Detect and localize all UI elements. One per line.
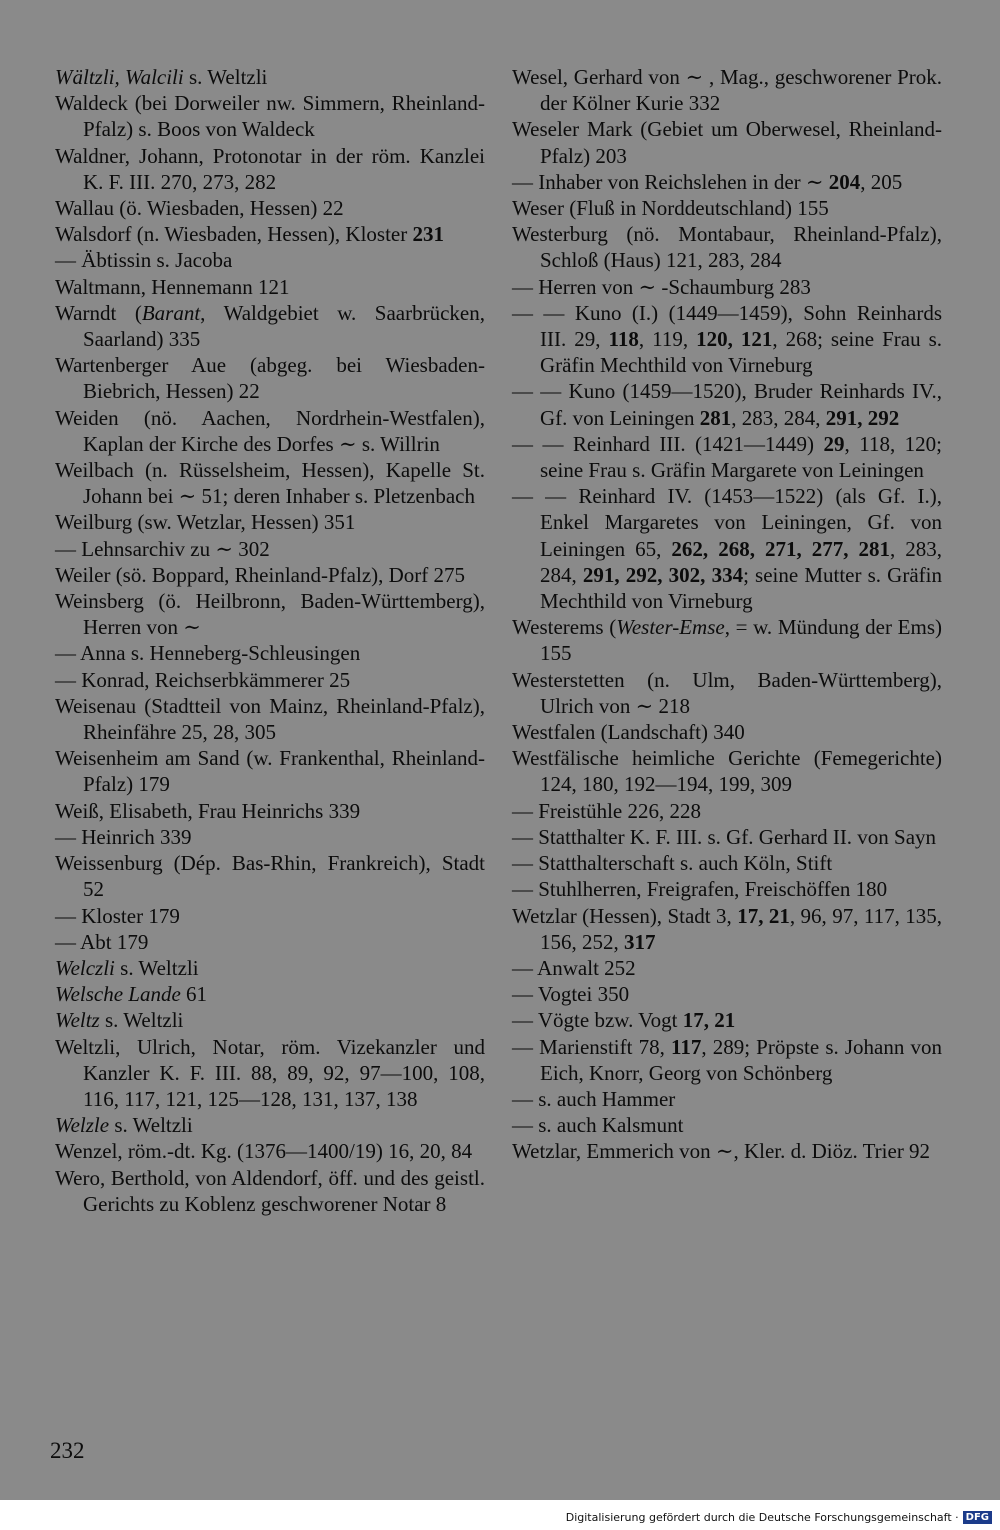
index-entry: Welczli s. Weltzli (55, 955, 199, 980)
index-entry: — Kloster 179 (55, 903, 180, 928)
index-entry: — Konrad, Reichserbkämmerer 25 (55, 667, 351, 692)
index-entry: Weinsberg (ö. Heilbronn, Baden-Württemberg), Herren von ∼ (55, 589, 485, 640)
index-entry: — Abt 179 (55, 929, 149, 954)
index-entry: — Anwalt 252 (512, 955, 636, 980)
index-entry: — — Reinhard III. (1421—1449) 29, 118, 120; seine Frau s. Gräfin Margarete von Leiningen (512, 431, 942, 483)
index-entry: Welsche Lande 61 (55, 982, 208, 1007)
index-entry: Weisenau (Stadtteil von Mainz, Rheinland-Pfalz), Rheinfähre 25, 28, 305 (55, 693, 485, 745)
index-entry: — Äbtissin s. Jacoba (55, 248, 233, 273)
index-entry: — s. auch Kalsmunt (512, 1113, 684, 1138)
index-entry: — Stuhlherren, Freigrafen, Freischöffen 180 (512, 877, 888, 902)
index-entry: Weltzli, Ulrich, Notar, röm. Vizekanzler und Kanzler K. F. III. 88, 89, 92, 97—100, 108, 116, 117, 121, 125—128, 131, 137, 138 (55, 1034, 485, 1111)
index-entry: — Vögte bzw. Vogt 17, 21 (512, 1008, 736, 1033)
index-entry: — Herren von ∼ -Schaumburg 283 (512, 274, 811, 299)
index-entry: — Statthalterschaft s. auch Köln, Stift (512, 851, 833, 876)
digitization-footer (566, 1511, 992, 1524)
index-entry: — — Reinhard IV. (1453—1522) (als Gf. I.), Enkel Margaretes von Leiningen, Gf. von Leiningen 65, 262, 268, 271, 277, 281, 283, 284, 291, 292, 302, 334; seine Mutter s. Gräfin Mechthild von Virneburg (512, 484, 942, 614)
index-entry: Weseler Mark (Gebiet um Oberwesel, Rheinland-Pfalz) 203 (512, 117, 942, 168)
index-entry: — — Kuno (1459—1520), Bruder Reinhards IV., Gf. von Leiningen 281, 283, 284, 291, 292 (512, 379, 942, 430)
index-entry: Wenzel, röm.-dt. Kg. (1376—1400/19) 16, 20, 84 (55, 1139, 473, 1164)
index-entry: Wartenberger Aue (abgeg. bei Wiesbaden-Biebrich, Hessen) 22 (55, 353, 485, 404)
index-entry: — Statthalter K. F. III. s. Gf. Gerhard II. von Sayn (512, 824, 937, 849)
index-entry: Walsdorf (n. Wiesbaden, Hessen), Kloster 231 (55, 222, 444, 247)
index-entry: Wetzlar (Hessen), Stadt 3, 17, 21, 96, 97, 117, 135, 156, 252, 317 (512, 903, 943, 954)
index-entry: Wero, Berthold, von Aldendorf, öff. und des geistl. Gerichts zu Koblenz geschworener Notar 8 (55, 1165, 485, 1216)
index-entry: — — Kuno (I.) (1449—1459), Sohn Reinhards III. 29, 118, 119, 120, 121, 268; seine Frau s. Gräfin Mechthild von Virneburg (512, 300, 943, 378)
index-entry: — Inhaber von Reichslehen in der ∼ 204, 205 (512, 169, 903, 194)
index-entry: Weltz s. Weltzli (55, 1008, 184, 1033)
footer-text: Digitalisierung gefördert durch die Deutsche Forschungsgemeinschaft · (565, 1511, 959, 1524)
index-entry: Warndt (Barant, Waldgebiet w. Saarbrücken, Saarland) 335 (55, 300, 486, 352)
index-entry: Welzle s. Weltzli (55, 1113, 193, 1138)
index-entry: — s. auch Hammer (512, 1086, 676, 1111)
index-entry: — Marienstift 78, 117, 289; Pröpste s. Johann von Eich, Knorr, Georg von Schönberg (512, 1034, 943, 1085)
index-entry: Waldner, Johann, Protonotar in der röm. Kanzlei K. F. III. 270, 273, 282 (55, 143, 485, 194)
index-entry: Weser (Fluß in Norddeutschland) 155 (512, 196, 829, 221)
index-entry: Weilburg (sw. Wetzlar, Hessen) 351 (55, 510, 356, 535)
index-entry: — Anna s. Henneberg-Schleusingen (55, 641, 361, 666)
index-entry: Wetzlar, Emmerich von ∼, Kler. d. Diöz. Trier 92 (512, 1139, 931, 1164)
index-entry: Waltmann, Hennemann 121 (55, 274, 290, 299)
dfg-logo: DFG (963, 1511, 992, 1524)
index-entry: Westfalen (Landschaft) 340 (512, 720, 745, 745)
index-entry: Weissenburg (Dép. Bas-Rhin, Frankreich), Stadt 52 (55, 851, 485, 902)
index-entry: Westerburg (nö. Montabaur, Rheinland-Pfalz), Schloß (Haus) 121, 283, 284 (512, 222, 942, 273)
index-column-left (55, 64, 485, 1217)
index-entry: Weiler (sö. Boppard, Rheinland-Pfalz), Dorf 275 (55, 562, 466, 587)
index-entry: Weisenheim am Sand (w. Frankenthal, Rheinland-Pfalz) 179 (55, 746, 485, 797)
index-entry: — Freistühle 226, 228 (512, 798, 701, 823)
page-number: 232 (50, 1438, 85, 1463)
index-entry: — Vogtei 350 (512, 982, 630, 1007)
index-entry: Wallau (ö. Wiesbaden, Hessen) 22 (55, 196, 344, 221)
index-entry: — Heinrich 339 (55, 824, 192, 849)
index-entry: Westerstetten (n. Ulm, Baden-Württemberg), Ulrich von ∼ 218 (512, 667, 942, 718)
index-entry: Wältzli, Walcili s. Weltzli (55, 65, 268, 89)
index-entry: Weilbach (n. Rüsselsheim, Hessen), Kapelle St. Johann bei ∼ 51; deren Inhaber s. Pletzenbach (55, 458, 485, 509)
index-column-right (512, 64, 942, 1165)
index-entry: Weiß, Elisabeth, Frau Heinrichs 339 (55, 798, 361, 823)
index-entry: Wesel, Gerhard von ∼ , Mag., geschworener Prok. der Kölner Kurie 332 (512, 65, 942, 116)
index-entry: — Lehnsarchiv zu ∼ 302 (55, 536, 270, 561)
index-entry: Westerems (Wester-Emse, = w. Mündung der Ems) 155 (512, 615, 942, 666)
index-entry: Weiden (nö. Aachen, Nordrhein-Westfalen), Kaplan der Kirche des Dorfes ∼ s. Willrin (55, 405, 485, 456)
index-entry: Waldeck (bei Dorweiler nw. Simmern, Rheinland-Pfalz) s. Boos von Waldeck (55, 91, 485, 142)
index-entry: Westfälische heimliche Gerichte (Femegerichte) 124, 180, 192—194, 199, 309 (512, 746, 942, 797)
